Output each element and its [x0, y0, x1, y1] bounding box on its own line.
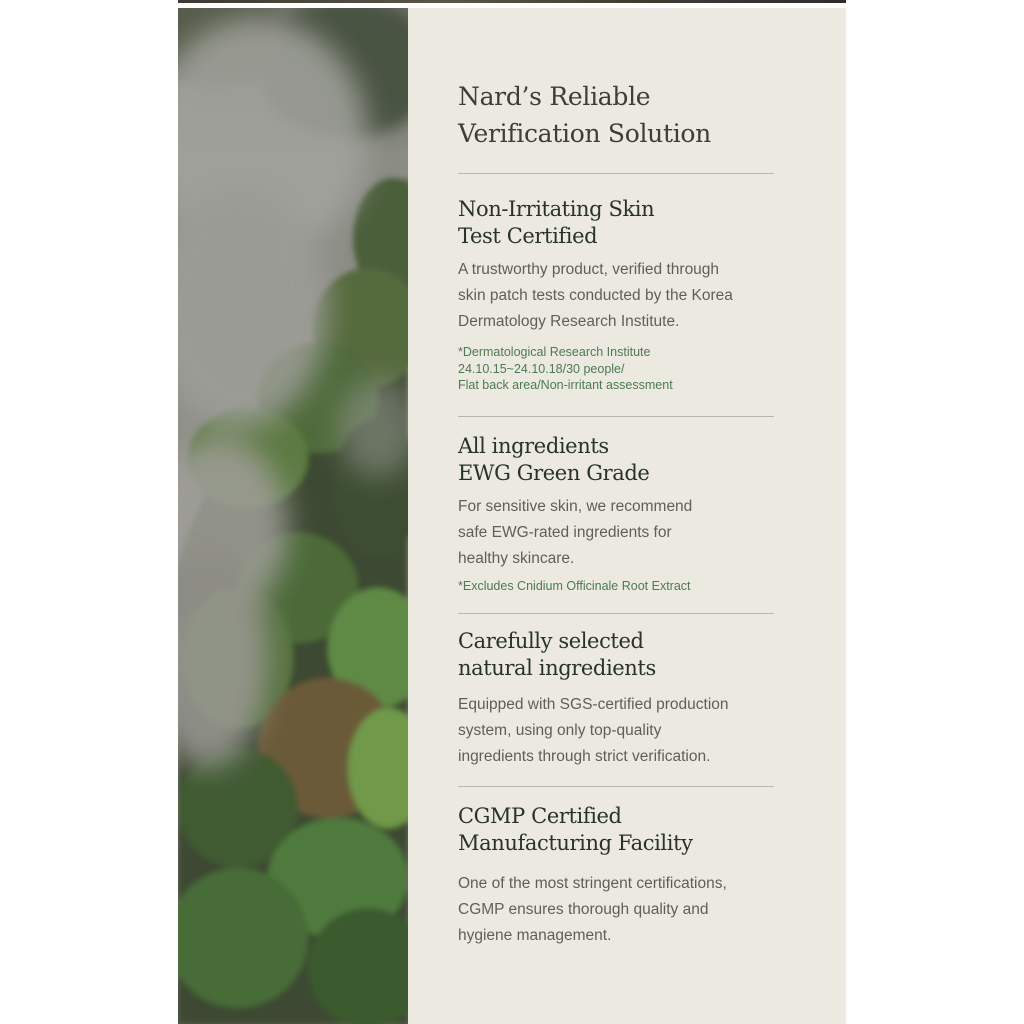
section-body — [458, 494, 776, 572]
section-body-line: CGMP ensures thorough quality and — [458, 901, 709, 918]
section-divider — [458, 416, 774, 417]
section-body — [458, 871, 776, 949]
section-title-line: Non-Irritating Skin — [458, 197, 655, 221]
section-body-line: ingredients through strict verification. — [458, 748, 711, 765]
section-title — [458, 433, 776, 487]
section-body — [458, 692, 776, 770]
top-photo-strip — [178, 0, 846, 3]
misty-forest-photo — [178, 8, 408, 1024]
section-title-line: Test Certified — [458, 224, 598, 248]
section-note-line: *Excludes Cnidium Officinale Root Extract — [458, 578, 691, 593]
section-body-line: Equipped with SGS-certified production — [458, 696, 729, 713]
section-body-line: Dermatology Research Institute. — [458, 313, 680, 330]
section-footnote — [458, 344, 776, 394]
section-body — [458, 257, 776, 335]
verification-panel — [178, 8, 846, 1024]
section-title-line: CGMP Certified — [458, 804, 622, 828]
verification-content — [458, 78, 776, 949]
section-body-line: safe EWG-rated ingredients for — [458, 523, 672, 541]
section-title — [458, 803, 776, 857]
section-body-line: For sensitive skin, we recommend — [458, 497, 693, 515]
section-note-line: 24.10.15~24.10.18/30 people/ — [458, 361, 625, 376]
page-headline — [458, 78, 776, 152]
section-footnote — [458, 578, 776, 595]
headline-line: Verification Solution — [458, 119, 711, 148]
headline-line: Nard’s Reliable — [458, 82, 651, 111]
section-title-line: EWG Green Grade — [458, 460, 650, 485]
section-divider — [458, 173, 774, 174]
section-ewg-grade — [458, 433, 776, 595]
section-skin-test — [458, 196, 776, 394]
section-natural-ingredients — [458, 628, 776, 770]
section-cgmp — [458, 803, 776, 949]
section-note-line: Flat back area/Non-irritant assessment — [458, 378, 673, 392]
section-title-line: All ingredients — [458, 433, 609, 458]
section-title-line: Manufacturing Facility — [458, 831, 693, 855]
section-body-line: healthy skincare. — [458, 549, 575, 567]
section-divider — [458, 786, 774, 787]
section-body-line: hygiene management. — [458, 927, 612, 944]
section-title-line: Carefully selected — [458, 629, 644, 653]
section-divider — [458, 613, 774, 614]
section-body-line: system, using only top-quality — [458, 722, 662, 739]
section-body-line: skin patch tests conducted by the Korea — [458, 287, 733, 304]
section-title — [458, 628, 776, 682]
section-title — [458, 196, 776, 250]
section-body-line: A trustworthy product, verified through — [458, 261, 720, 278]
section-title-line: natural ingredients — [458, 656, 656, 680]
section-note-line: *Dermatological Research Institute — [458, 345, 651, 359]
section-body-line: One of the most stringent certifications, — [458, 875, 727, 892]
